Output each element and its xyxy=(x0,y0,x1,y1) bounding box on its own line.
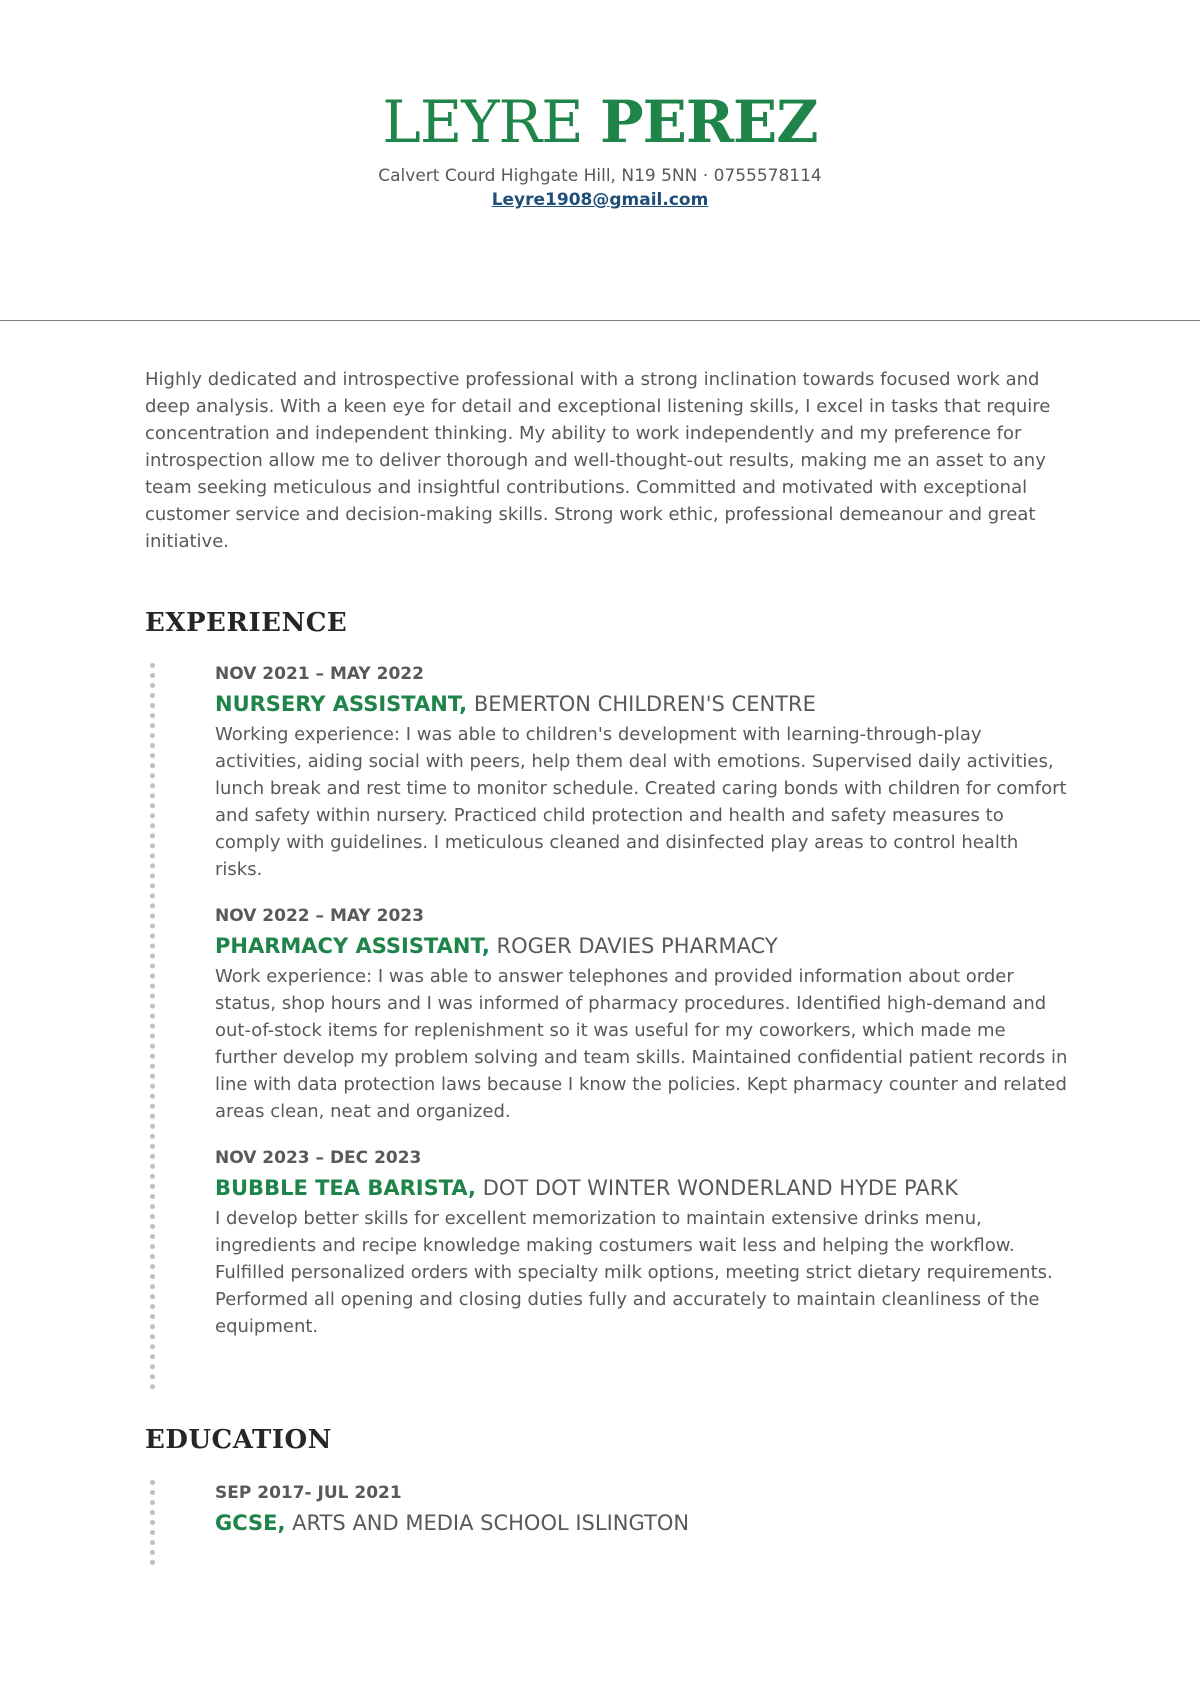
entry-description: Work experience: I was able to answer telephones and provided information about order status, shop hours and I was informed of pharmacy procedures. Identified high-demand and out-of-stock items for replenishment so it was useful for my coworkers, which made me further develop my problem solving and team skills. Maintained confidential patient records in line with data protection laws because I know the policies. Kept pharmacy counter and related areas clean, neat and organized. xyxy=(215,966,1068,1122)
entry-date: NOV 2022 – MAY 2023 xyxy=(215,906,424,926)
first-name: LEYRE xyxy=(382,88,583,156)
profile-summary: Highly dedicated and introspective professional with a strong inclination towards focused work and deep analysis. With a keen eye for detail and exceptional listening skills, I excel in tasks that require concentration and independent thinking. My ability to work independently and my preference for introspection allow me to deliver thorough and well-thought-out results, making me an asset to any team seeking meticulous and insightful contributions. Committed and motivated with exceptional customer service and decision-making skills. Strong work ethic, professional demeanour and great initiative. xyxy=(145,369,1051,552)
contact-info: Calvert Courd Highgate Hill, N19 5NN · 0755578114 xyxy=(378,165,822,186)
entry-title xyxy=(215,1508,1070,1538)
education-entry xyxy=(215,1482,1070,1538)
entry-title xyxy=(215,689,1070,719)
experience-entry xyxy=(215,663,1070,883)
entry-role: NURSERY ASSISTANT, xyxy=(215,692,468,716)
header-divider xyxy=(0,320,1200,321)
entry-organization: ROGER DAVIES PHARMACY xyxy=(489,934,778,958)
email-link[interactable]: Leyre1908@gmail.com xyxy=(491,189,709,210)
entry-date: NOV 2023 – DEC 2023 xyxy=(215,1148,422,1168)
entry-description: I develop better skills for excellent memorization to maintain extensive drinks menu, ingredients and recipe knowledge making costumers wait less and helping the workflow. Fulfilled personalized orders with specialty milk options, meeting strict dietary requirements. Performed all opening and closing duties fully and accurately to maintain cleanliness of the equipment. xyxy=(215,1208,1053,1337)
experience-entry xyxy=(215,1147,1070,1340)
resume-header xyxy=(0,88,1200,210)
entry-role: BUBBLE TEA BARISTA, xyxy=(215,1176,477,1200)
entry-organization: DOT DOT WINTER WONDERLAND HYDE PARK xyxy=(476,1176,959,1200)
entry-organization: ARTS AND MEDIA SCHOOL ISLINGTON xyxy=(285,1511,690,1535)
education-timeline xyxy=(150,1480,155,1565)
entry-role: GCSE, xyxy=(215,1511,286,1535)
entry-title xyxy=(215,1173,1070,1203)
education-list xyxy=(215,1482,1070,1540)
education-heading: EDUCATION xyxy=(145,1425,332,1455)
entry-date: NOV 2021 – MAY 2022 xyxy=(215,664,424,684)
entry-date: SEP 2017- JUL 2021 xyxy=(215,1483,402,1503)
entry-role: PHARMACY ASSISTANT, xyxy=(215,934,490,958)
experience-timeline xyxy=(150,663,155,1390)
entry-organization: BEMERTON CHILDREN'S CENTRE xyxy=(467,692,816,716)
entry-title xyxy=(215,931,1070,961)
candidate-name xyxy=(0,88,1200,156)
experience-list xyxy=(215,663,1070,1340)
entry-description: Working experience: I was able to children's development with learning-through-play activities, aiding social with peers, help them deal with emotions. Supervised daily activities, lunch break and rest time to monitor schedule. Created caring bonds with children for comfort and safety within nursery. Practiced child protection and health and safety measures to comply with guidelines. I meticulous cleaned and disinfected play areas to control health risks. xyxy=(215,724,1067,880)
last-name: PEREZ xyxy=(600,88,818,156)
experience-entry xyxy=(215,905,1070,1125)
experience-heading: EXPERIENCE xyxy=(145,608,348,638)
